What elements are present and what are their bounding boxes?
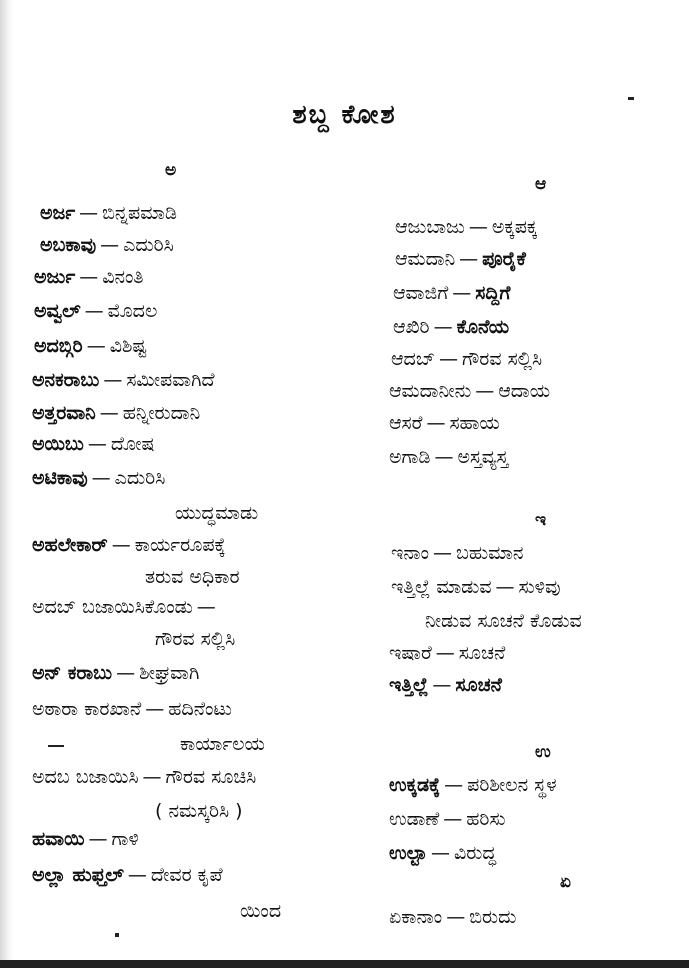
entry-continuation: ಗೌರವ ಸಲ್ಲಿಸಿ [155, 628, 236, 650]
entry-row [391, 540, 523, 566]
entry-row [389, 840, 496, 866]
entry-meaning: ವಿಶಿಷ್ಟ [109, 335, 147, 357]
entry-word: ಅಯಿಬು [32, 433, 84, 455]
entry-dash: — [495, 576, 515, 598]
entry-meaning: ಬಿರುದು [469, 906, 517, 928]
entry-dash: — [475, 380, 495, 402]
entry-row [32, 532, 226, 558]
entry-row [389, 772, 557, 798]
entry-dash: — [459, 248, 479, 270]
entry-meaning: ದೇವರ ಕೃಪೆ [150, 864, 223, 886]
entry-row [389, 904, 516, 930]
entry-word: ಇಷಾರೆ [389, 642, 432, 664]
entry-row [32, 826, 139, 852]
entry-dash: — [434, 446, 454, 468]
entry-row [32, 660, 199, 686]
entry-dash: — [430, 842, 450, 864]
entry-row [391, 346, 542, 372]
entry-meaning: ಬಿನ್ನಪಮಾಡಿ [102, 202, 177, 224]
entry-word: ಅರ್ಜು [34, 266, 76, 288]
entry-continuation: ನೀಡುವ ಸೂಚನೆ ಕೊಡುವ [425, 610, 582, 632]
entry-dash: — [444, 774, 464, 796]
entry-dash: — [435, 642, 455, 664]
entry-meaning: ಹನ್ನೀರುದಾನಿ [122, 402, 201, 424]
entry-row [395, 246, 526, 272]
entry-word: ಆವಾಜಿಗೆ [393, 282, 449, 304]
entry-word: ಅರ್ಜ [40, 202, 76, 224]
entry-dash: — [443, 808, 463, 830]
entry-meaning: ಕಾರ್ಯರೂಪಕ್ಕೆ [134, 534, 226, 556]
entry-meaning: ಗೌರವ ಸೂಚಿಸಿ [165, 766, 257, 788]
entry-dash: — [432, 674, 452, 696]
entry-meaning: ಎದುರಿಸಿ [114, 467, 166, 489]
section-letter-a: ಅ [165, 160, 177, 180]
scan-speck [115, 933, 119, 937]
entry-dash: — [196, 596, 216, 618]
section-letter-i: ಇ [535, 510, 547, 530]
entry-row [34, 298, 157, 324]
entry-meaning: ಸೂಚನೆ [458, 642, 506, 664]
entry-row [389, 410, 500, 436]
entry-row [389, 672, 502, 698]
entry-dash: — [452, 282, 472, 304]
entry-row [32, 862, 223, 888]
scan-edge-shadow [0, 0, 14, 968]
entry-meaning: ಅಕ್ಕಪಕ್ಕ [491, 216, 538, 238]
entry-word: ಆಮದಾನಿ [395, 248, 456, 270]
entry-row [389, 444, 508, 470]
entry-continuation: ( ನಮಸ್ಕರಿಸಿ ) [155, 800, 243, 822]
entry-dash: — [84, 300, 104, 322]
entry-dash: — [103, 369, 123, 391]
entry-row [32, 400, 200, 426]
entry-meaning: ಸಮೀಪವಾಗಿದೆ [126, 369, 215, 391]
entry-word: ಆಜುಬಾಜು [395, 216, 465, 238]
entry-dash: — [99, 402, 119, 424]
entry-dash: — [100, 234, 120, 256]
entry-word: ಅಬಕಾವು [40, 234, 97, 256]
entry-dash: — [468, 216, 488, 238]
entry-word: ಆಸರೆ [389, 412, 423, 434]
entry-row [389, 378, 550, 404]
entry-meaning: ಕೊನೆಯ [456, 316, 510, 338]
entry-dash: — [142, 766, 162, 788]
entry-continuation: ಯಿಂದ [240, 900, 282, 922]
entry-dash: — [116, 662, 136, 684]
entry-row [40, 232, 174, 258]
entry-meaning: ಸುಳಿವು [518, 576, 561, 598]
entry-row [389, 640, 505, 666]
entry-word: ಅವ್ವಲ್ [34, 300, 81, 322]
entry-meaning: ಬಹುಮಾನ [456, 542, 524, 564]
entry-word: ಉಡಾಣೆ [389, 808, 440, 830]
entry-row [40, 200, 177, 226]
entry-meaning: ಸದ್ದಿಗೆ [475, 282, 511, 304]
entry-meaning: ಎದುರಿಸಿ [123, 234, 174, 256]
entry-dash: — [88, 828, 108, 850]
entry-continuation: ಕಾರ್ಯಾಲಯ [180, 733, 265, 755]
entry-word: ಏಕಾನಾಂ [389, 906, 443, 928]
entry-word: ಉಲ್ಟಾ [389, 842, 427, 864]
entry-row [34, 264, 144, 290]
entry-word: ಆಖಿರಿ [393, 316, 430, 338]
entry-word: ಇತ್ತಿಲ್ಲೆ ಮಾಡುವ [391, 576, 492, 598]
entry-dash: — [86, 335, 106, 357]
entry-word: ಅನ್ ಕರಾಬು [32, 662, 113, 684]
section-letter-u: ಉ [535, 742, 551, 762]
entry-meaning: ಹದಿನೆಂಟು [168, 698, 232, 720]
entry-meaning: ವಿರುದ್ಧ [453, 842, 497, 864]
entry-meaning: ಅಸ್ತವ್ಯಸ್ತ [457, 446, 509, 468]
entry-meaning: ಸಹಾಯ [449, 412, 500, 434]
entry-row [32, 594, 220, 620]
entry-word: ಅದಬ್ಗಿರಿ [34, 335, 83, 357]
entry-row [32, 764, 256, 790]
entry-word: ಹವಾಯಿ [32, 828, 85, 850]
entry-meaning: ಶೀಘ್ರವಾಗಿ [139, 662, 200, 684]
entry-row [393, 280, 510, 306]
scan-speck [48, 745, 64, 747]
entry-dash: — [91, 467, 111, 489]
entry-meaning: ವಿನಂತಿ [102, 266, 144, 288]
entry-row [393, 314, 509, 340]
page-bottom-border [0, 960, 689, 968]
entry-row [395, 214, 537, 240]
entry-row [34, 333, 147, 359]
entry-word: ಉಕ್ಕಡಕ್ಕೆ [389, 774, 441, 796]
entry-word: ಇತ್ತಿಲ್ಲೆ [389, 674, 429, 696]
entry-row [389, 806, 506, 832]
entry-word: ಅಟಿಕಾವು [32, 467, 88, 489]
entry-row [32, 431, 154, 457]
section-letter-aa: ಆ [535, 174, 547, 194]
entry-dash: — [433, 316, 453, 338]
page-title: ಶಬ್ದ ಕೋಶ [292, 100, 397, 130]
entry-dash: — [79, 202, 99, 224]
entry-row [32, 465, 165, 491]
entry-meaning: ಪೂರೈಕೆ [482, 248, 526, 270]
entry-meaning: ಮೊದಲ [107, 300, 158, 322]
entry-meaning: ಪರಿಶೀಲನ ಸ್ಥಳ [467, 774, 557, 796]
entry-dash: — [79, 266, 99, 288]
entry-dash: — [145, 698, 165, 720]
entry-word: ಅಹಲೇಕಾರ್ [32, 534, 108, 556]
entry-dash: — [433, 542, 453, 564]
entry-meaning: ಗಾಳಿ [111, 828, 139, 850]
entry-continuation: ತರುವ ಅಧಿಕಾರ [145, 566, 240, 588]
entry-meaning: ಗೌರವ ಸಲ್ಲಿಸಿ [461, 348, 543, 370]
entry-word: ಆಮದಾನೀನು [389, 380, 472, 402]
entry-word: ಅದಬ ಬಜಾಯಿಸಿ [32, 766, 139, 788]
entry-dash: — [426, 412, 446, 434]
entry-dash: — [446, 906, 466, 928]
entry-word: ಅಠಾರಾ ಕಾರಖಾನೆ [32, 698, 142, 720]
scan-speck [628, 97, 634, 100]
entry-word: ಇನಾಂ [391, 542, 430, 564]
entry-word: ಅನಕರಾಬು [32, 369, 100, 391]
entry-meaning: ಸೂಚನೆ [455, 674, 502, 696]
entry-word: ಅತ್ತರವಾನಿ [32, 402, 96, 424]
entry-word: ಅಲ್ಲಾ ಹುಫ್ತಲ್ [32, 864, 124, 886]
entry-continuation: ಯುದ್ಧಮಾಡು [175, 502, 259, 524]
entry-meaning: ಆದಾಯ [498, 380, 551, 402]
entry-row [391, 574, 561, 600]
entry-row [32, 696, 232, 722]
entry-row [32, 367, 215, 393]
entry-meaning: ದೋಷ [110, 433, 155, 455]
entry-meaning: ಹರಿಸು [466, 808, 506, 830]
section-letter-e: ಏ [560, 872, 571, 892]
entry-word: ಆದಬ್ [391, 348, 435, 370]
entry-dash: — [111, 534, 131, 556]
entry-dash: — [127, 864, 147, 886]
entry-word: ಅದಬ್ ಬಜಾಯಿಸಿಕೊಂಡು [32, 596, 193, 618]
entry-dash: — [87, 433, 107, 455]
entry-dash: — [438, 348, 458, 370]
entry-word: ಅಗಾಡಿ [389, 446, 431, 468]
